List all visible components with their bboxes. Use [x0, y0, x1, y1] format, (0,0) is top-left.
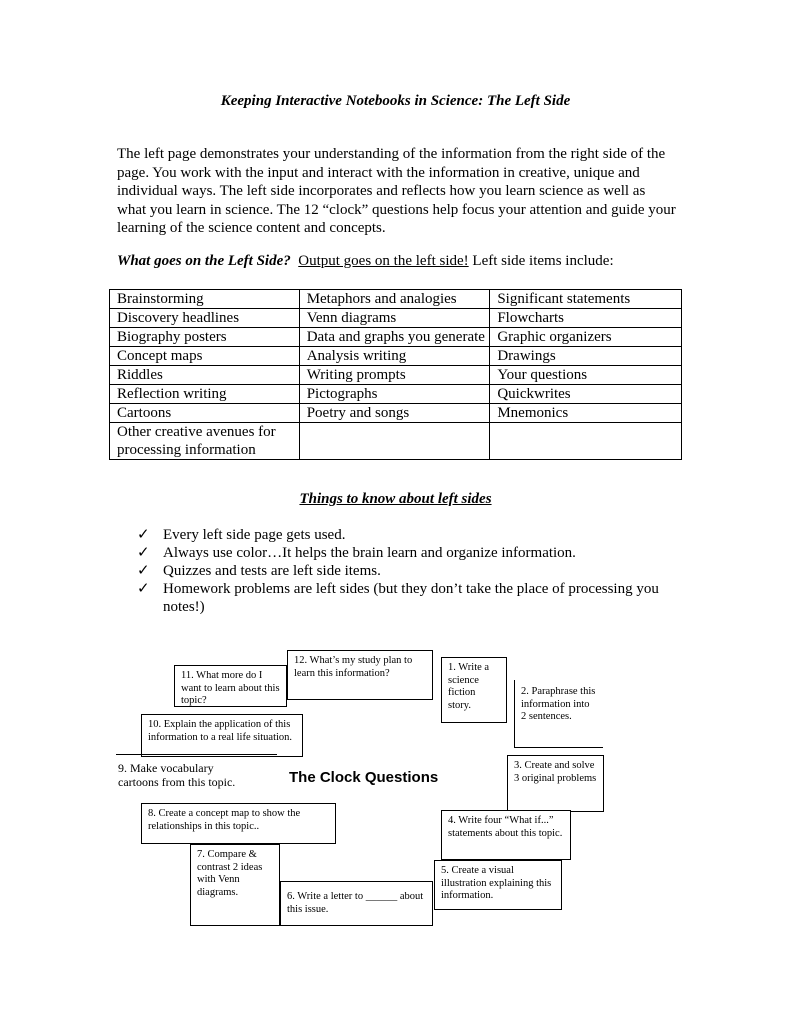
clock-question-1: 1. Write a science fiction story.: [441, 657, 507, 723]
check-mark-icon: ✓: [137, 545, 150, 561]
clock-question-6: 6. Write a letter to ______ about this issue.: [280, 881, 433, 926]
table-cell: Flowcharts: [490, 309, 682, 328]
clock-question-3: 3. Create and solve 3 original problems: [507, 755, 604, 812]
table-cell: Concept maps: [110, 347, 300, 366]
table-cell: Graphic organizers: [490, 328, 682, 347]
list-item: [137, 526, 677, 544]
table-row: [110, 385, 682, 404]
table-cell: Reflection writing: [110, 385, 300, 404]
clock-question-7: 7. Compare & contrast 2 ideas with Venn diagrams.: [190, 844, 280, 926]
table-cell: Writing prompts: [299, 366, 490, 385]
divider-line: [116, 754, 277, 755]
clock-question-11: 11. What more do I want to learn about this topic?: [174, 665, 287, 707]
table-cell: Other creative avenues for processing information: [110, 423, 300, 460]
table-cell: Drawings: [490, 347, 682, 366]
table-row: [110, 328, 682, 347]
clock-title: The Clock Questions: [289, 769, 439, 786]
table-cell: Quickwrites: [490, 385, 682, 404]
table-cell: Pictographs: [299, 385, 490, 404]
list-item: [137, 544, 677, 562]
clock-question-4: 4. Write four “What if...” statements about this topic.: [441, 810, 571, 860]
clock-question-10: 10. Explain the application of this information to a real life situation.: [141, 714, 303, 757]
table-cell: Your questions: [490, 366, 682, 385]
table-cell: Discovery headlines: [110, 309, 300, 328]
check-mark-icon: ✓: [137, 581, 150, 597]
check-mark-icon: ✓: [137, 527, 150, 543]
table-cell: Venn diagrams: [299, 309, 490, 328]
table-cell: Riddles: [110, 366, 300, 385]
output-statement: Output goes on the left side!: [298, 253, 469, 269]
intro-paragraph: The left page demonstrates your understanding of the information from the right side of the page. You work with the input and interact with the information in creative, unique and individual ways. The left side incorporates and reflects how you learn science as well as what you learn in science. The 12 “clock” questions help focus your attention and guide your learning of the science content and concepts.: [117, 146, 676, 236]
clock-question-12: 12. What’s my study plan to learn this information?: [287, 650, 433, 700]
table-row: [110, 404, 682, 423]
table-row: [110, 347, 682, 366]
clock-question-2: 2. Paraphrase this information into 2 sentences.: [514, 680, 603, 748]
list-item: [137, 562, 677, 580]
checklist-text: Homework problems are left sides (but they don’t take the place of processing you notes!): [163, 581, 659, 615]
clock-question-8: 8. Create a concept map to show the relationships in this topic..: [141, 803, 336, 844]
checklist-text: Quizzes and tests are left side items.: [163, 563, 381, 579]
clock-question-5: 5. Create a visual illustration explaining this information.: [434, 860, 562, 910]
clock-question-9: 9. Make vocabulary cartoons from this topic.: [118, 761, 236, 789]
table-cell: Brainstorming: [110, 290, 300, 309]
list-item: [137, 580, 677, 616]
things-heading: Things to know about left sides: [299, 491, 492, 507]
page-title: Keeping Interactive Notebooks in Science: The Left Side: [220, 93, 571, 109]
what-goes-line: [117, 253, 614, 270]
table-cell: Mnemonics: [490, 404, 682, 423]
table-row: [110, 290, 682, 309]
checklist: [137, 526, 677, 616]
table-cell: [490, 423, 682, 460]
check-mark-icon: ✓: [137, 563, 150, 579]
checklist-text: Every left side page gets used.: [163, 527, 346, 543]
table-cell: Significant statements: [490, 290, 682, 309]
table-row: [110, 423, 682, 460]
table-row: [110, 366, 682, 385]
table-cell: Metaphors and analogies: [299, 290, 490, 309]
table-cell: Data and graphs you generate: [299, 328, 490, 347]
table-cell: Biography posters: [110, 328, 300, 347]
checklist-text: Always use color…It helps the brain learn and organize information.: [163, 545, 576, 561]
table-cell: [299, 423, 490, 460]
what-goes-question: What goes on the Left Side?: [117, 253, 291, 269]
items-include-text: Left side items include:: [468, 253, 614, 269]
table-row: [110, 309, 682, 328]
left-side-items-table: [109, 289, 682, 460]
table-cell: Cartoons: [110, 404, 300, 423]
table-cell: Analysis writing: [299, 347, 490, 366]
table-cell: Poetry and songs: [299, 404, 490, 423]
